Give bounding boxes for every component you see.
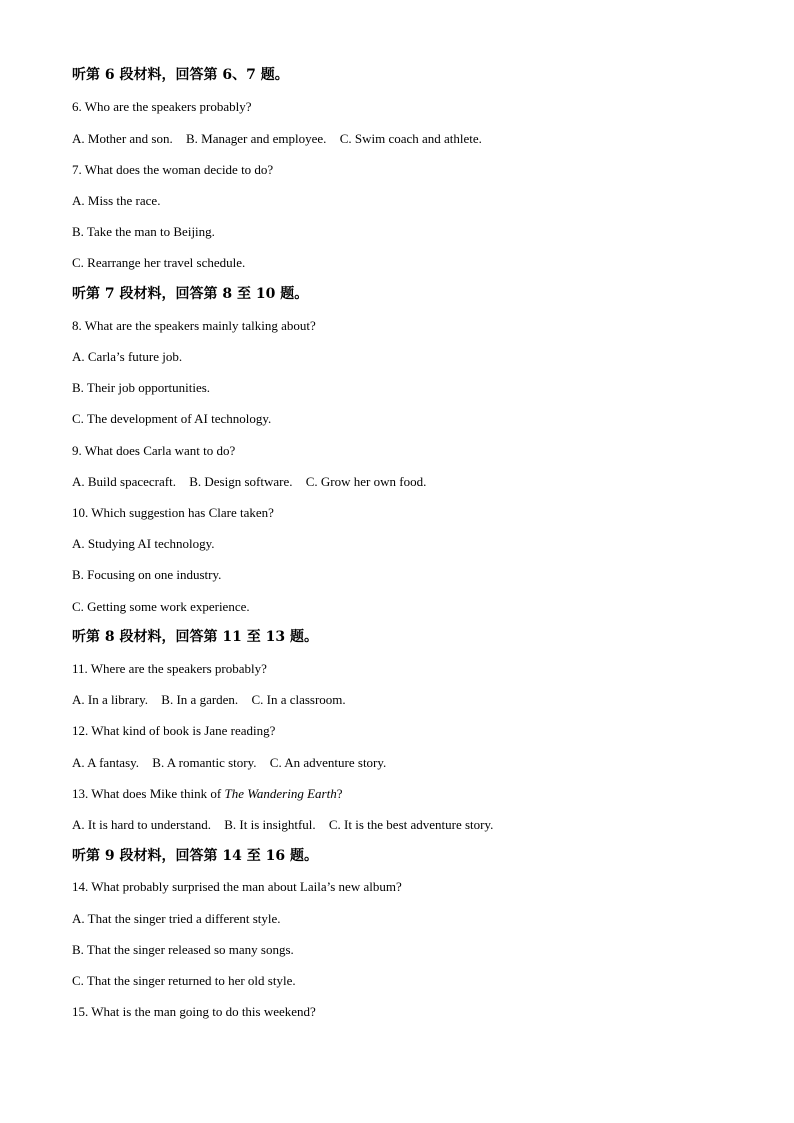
option-b: B. That the singer released so many songs. — [72, 942, 294, 957]
question-13-suffix: ? — [336, 786, 343, 801]
option-c: C. The development of AI technology. — [72, 411, 272, 426]
option-a: A. A fantasy. — [72, 755, 140, 770]
option-c: C. Rearrange her travel schedule. — [72, 255, 246, 270]
question-6-options — [72, 131, 482, 147]
question-14: 14. What probably surprised the man about Laila’s new album? — [72, 879, 402, 894]
section-heading-7: 听第 7 段材料，回答第 8 至 10 题。 — [72, 286, 309, 302]
option-c: C. In a classroom. — [251, 692, 346, 707]
option-c: C. Grow her own food. — [305, 474, 427, 489]
section-heading-8: 听第 8 段材料，回答第 11 至 13 题。 — [72, 629, 318, 645]
option-a: A. Carla’s future job. — [72, 349, 183, 364]
option-b: B. It is insightful. — [224, 817, 316, 832]
question-9-options — [72, 474, 426, 490]
option-a: A. In a library. — [72, 692, 149, 707]
option-b: B. Focusing on one industry. — [72, 567, 222, 582]
option-c: C. It is the best adventure story. — [328, 817, 494, 832]
section-heading-9: 听第 9 段材料，回答第 14 至 16 题。 — [72, 848, 318, 864]
option-a: A. Studying AI technology. — [72, 536, 215, 551]
option-a: A. Mother and son. — [72, 131, 173, 146]
question-7: 7. What does the woman decide to do? — [72, 162, 274, 177]
option-a: A. Build spacecraft. — [72, 474, 176, 489]
option-b: B. Their job opportunities. — [72, 380, 211, 395]
question-13 — [72, 786, 342, 802]
option-c: C. That the singer returned to her old style. — [72, 973, 296, 988]
book-title: The Wandering Earth — [224, 786, 337, 801]
option-b: B. A romantic story. — [152, 755, 257, 770]
question-12: 12. What kind of book is Jane reading? — [72, 723, 276, 738]
section-heading-6: 听第 6 段材料，回答第 6、7 题。 — [72, 67, 289, 83]
question-15: 15. What is the man going to do this weekend? — [72, 1004, 316, 1019]
question-8: 8. What are the speakers mainly talking about? — [72, 318, 316, 333]
option-a: A. Miss the race. — [72, 193, 161, 208]
option-b: B. Manager and employee. — [186, 131, 327, 146]
question-9: 9. What does Carla want to do? — [72, 443, 236, 458]
question-12-options — [72, 755, 386, 771]
option-b: B. In a garden. — [161, 692, 239, 707]
question-10: 10. Which suggestion has Clare taken? — [72, 505, 274, 520]
question-13-options — [72, 817, 493, 833]
option-c: C. Getting some work experience. — [72, 599, 250, 614]
question-6: 6. Who are the speakers probably? — [72, 99, 252, 114]
option-b: B. Take the man to Beijing. — [72, 224, 215, 239]
question-11: 11. Where are the speakers probably? — [72, 661, 267, 676]
option-a: A. It is hard to understand. — [72, 817, 212, 832]
question-11-options — [72, 692, 346, 708]
question-13-prefix: 13. What does Mike think of — [72, 786, 225, 801]
option-c: C. Swim coach and athlete. — [339, 131, 482, 146]
option-b: B. Design software. — [189, 474, 293, 489]
option-c: C. An adventure story. — [269, 755, 387, 770]
option-a: A. That the singer tried a different style. — [72, 911, 281, 926]
